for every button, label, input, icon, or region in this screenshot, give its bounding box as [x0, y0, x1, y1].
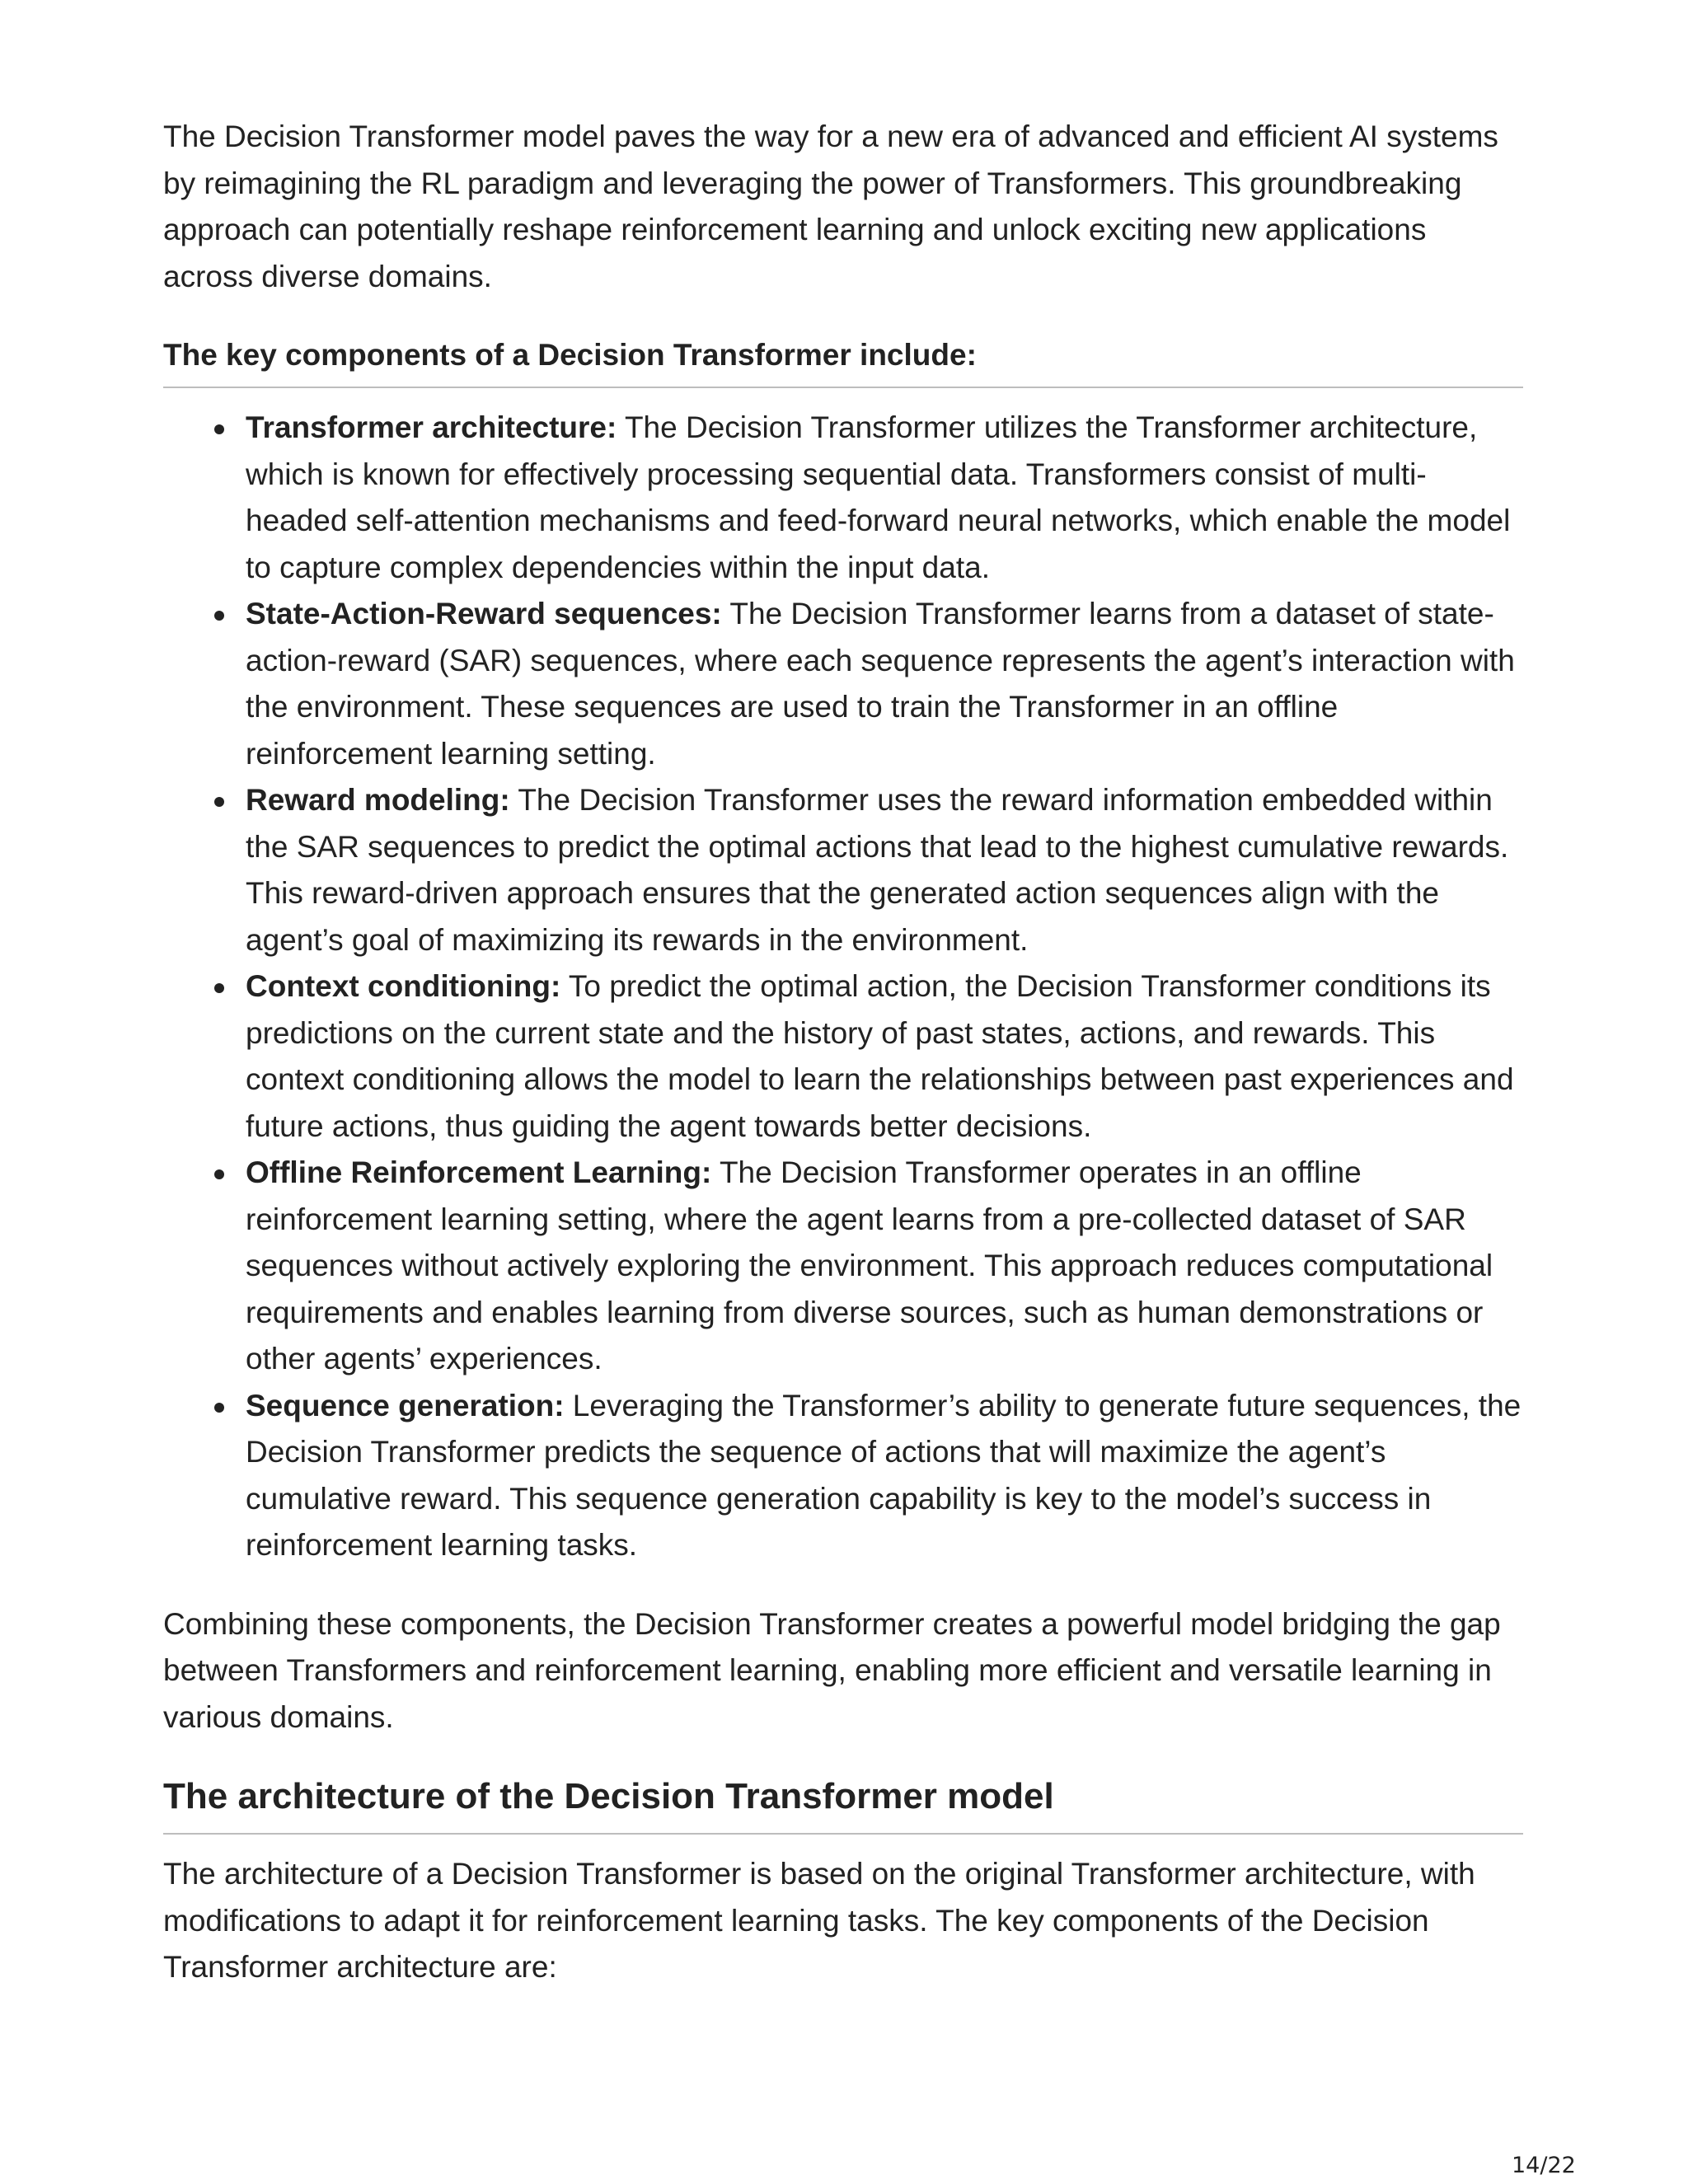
list-item-title: State-Action-Reward sequences:	[246, 597, 722, 630]
bullet-icon	[214, 1169, 224, 1179]
list-item-text: The Decision Transformer utilizes the Transformer architecture, which is known for effectively processing sequential data. Transformers consist of multi-headed self-attention mechanisms and feed-forward neural networks, which enable the model to capture complex dependencies within the input data.	[246, 410, 1511, 584]
architecture-paragraph: The architecture of a Decision Transformer is based on the original Transformer architecture, with modifications to adapt it for reinforcement learning tasks. The key components of the Decision Transformer architecture are:	[163, 1857, 1475, 1984]
document-page	[163, 114, 1523, 1991]
list-item-text: The Decision Transformer learns from a dataset of state-action-reward (SAR) sequences, where each sequence represents the agent’s interaction with the environment. These sequences are used to train the Transformer in an offline reinforcement learning setting.	[246, 597, 1515, 771]
key-components-heading: The key components of a Decision Transformer include:	[163, 332, 1523, 388]
list-item-offline-rl	[246, 1150, 1523, 1383]
bullet-icon	[214, 424, 224, 434]
list-item-text: To predict the optimal action, the Decision Transformer conditions its predictions on the current state and the history of past states, actions, and rewards. This context conditioning allows the model to learn the relationships between past experiences and future actions, thus guiding the agent towards better decisions.	[246, 969, 1514, 1143]
bullet-icon	[214, 611, 224, 621]
list-item-text: The Decision Transformer operates in an offline reinforcement learning setting, where the agent learns from a pre-collected dataset of SAR sequences without actively exploring the environment. This approach reduces computational requirements and enables learning from diverse sources, such as human demonstrations or other agents’ experiences.	[246, 1155, 1493, 1376]
list-item-transformer-architecture	[246, 405, 1523, 591]
list-item-title: Sequence generation:	[246, 1388, 565, 1422]
list-item-title: Context conditioning:	[246, 969, 561, 1003]
list-item-sequence-generation	[246, 1383, 1523, 1569]
list-item-title: Offline Reinforcement Learning:	[246, 1155, 712, 1189]
list-item-text: The Decision Transformer uses the reward information embedded within the SAR sequences to predict the optimal actions that lead to the highest cumulative rewards. This reward-driven approach ensures that the generated action sequences align with the agent’s goal of maximizing its rewards in the environment.	[246, 783, 1509, 957]
bullet-icon	[214, 1403, 224, 1413]
list-item-reward-modeling	[246, 777, 1523, 963]
list-item-sar-sequences	[246, 591, 1523, 777]
list-item-title: Reward modeling:	[246, 783, 510, 817]
list-item-title: Transformer architecture:	[246, 410, 617, 444]
combining-paragraph: Combining these components, the Decision Transformer creates a powerful model bridging the gap between Transformers and reinforcement learning, enabling more efficient and versatile learning in various domains.	[163, 1606, 1501, 1734]
bullet-icon	[214, 983, 224, 993]
intro-paragraph: The Decision Transformer model paves the way for a new era of advanced and efficient AI systems by reimagining the RL paradigm and leveraging the power of Transformers. This groundbreaking approach can potentially reshape reinforcement learning and unlock exciting new applications across diverse domains.	[163, 120, 1498, 293]
list-item-context-conditioning	[246, 963, 1523, 1150]
architecture-heading: The architecture of the Decision Transformer model	[163, 1772, 1523, 1835]
bullet-icon	[214, 797, 224, 807]
components-list	[163, 405, 1523, 1569]
page-number: 14/22	[1512, 2153, 1576, 2178]
list-item-text: Leveraging the Transformer’s ability to generate future sequences, the Decision Transformer predicts the sequence of actions that will maximize the agent’s cumulative reward. This sequence generation capability is key to the model’s success in reinforcement learning tasks.	[246, 1388, 1522, 1562]
